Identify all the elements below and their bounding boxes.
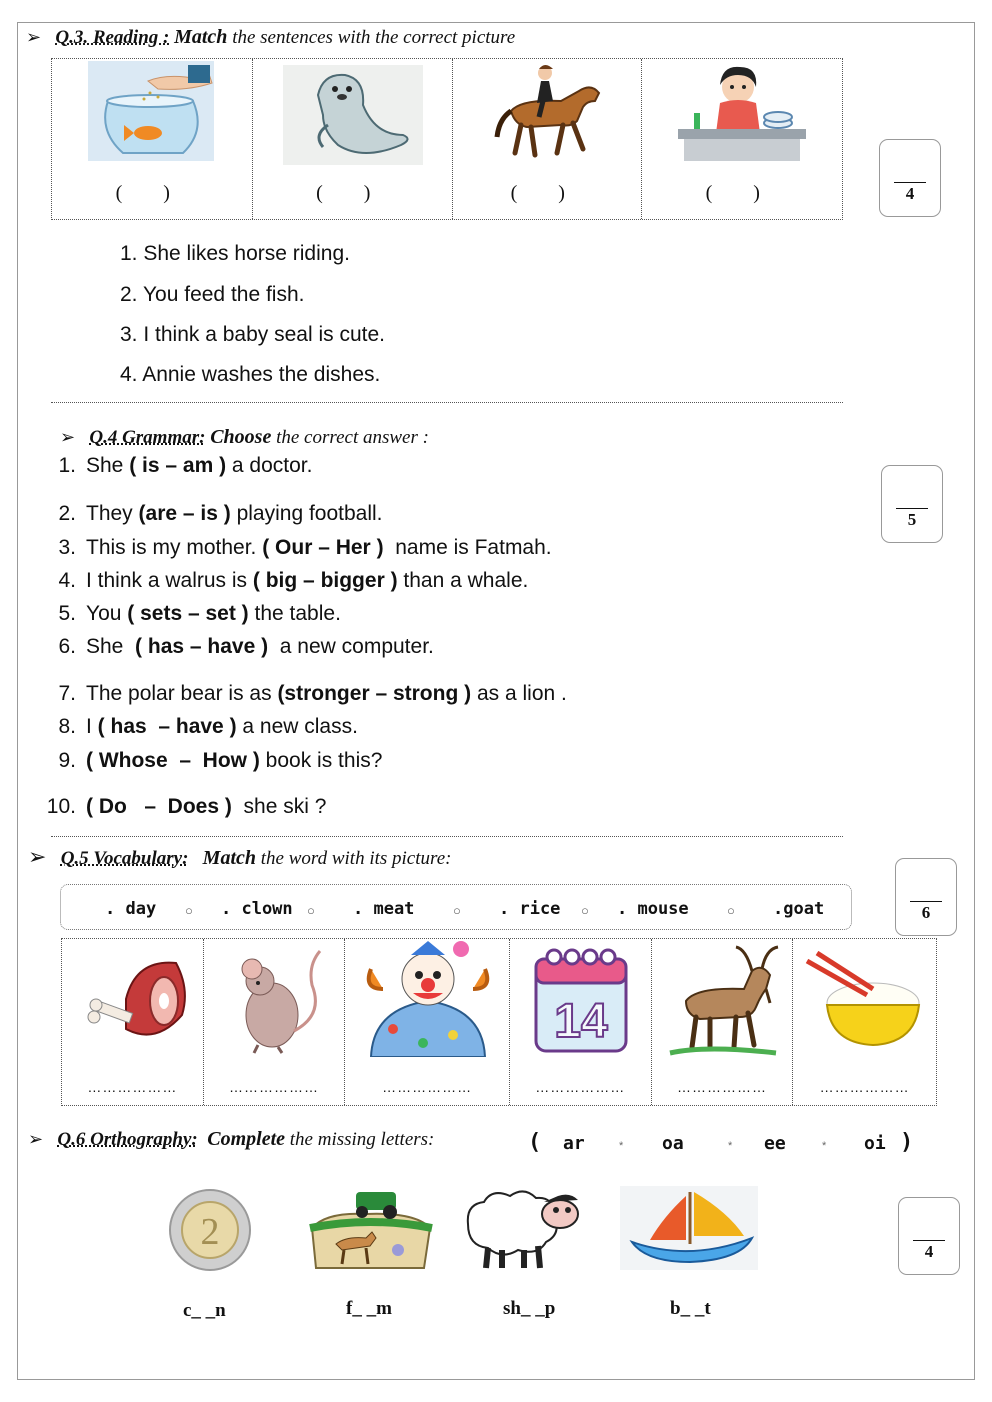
q4-item-number: 10.	[46, 795, 76, 818]
q4-item	[38, 569, 528, 593]
q3-instruction: the sentences with the correct picture	[232, 27, 516, 48]
farm-icon	[306, 1188, 434, 1272]
q4-item-number: 2.	[58, 502, 76, 525]
q4-item-number: 3.	[58, 536, 76, 559]
q5-answer-blank[interactable]: ………………	[382, 1079, 473, 1095]
q5-answer-blank[interactable]: ………………	[229, 1079, 319, 1095]
q3-score: 4	[905, 184, 915, 203]
q3-verb: Match	[174, 26, 228, 48]
q4-item-choices[interactable]: ( Whose – How )	[86, 749, 260, 772]
q4-item-choices[interactable]: ( sets – set )	[127, 602, 249, 625]
q4-verb: Choose	[210, 426, 272, 448]
girl-washing-dishes-icon	[678, 63, 806, 163]
calendar-icon	[532, 945, 630, 1053]
fish-bowl-icon	[88, 61, 214, 161]
q3-answer-paren[interactable]: ( )	[115, 182, 188, 204]
q5-number: Q.5 Vocabulary:	[60, 848, 189, 869]
q4-item-choices[interactable]: (are – is )	[138, 502, 231, 525]
q6-open-paren: (	[528, 1130, 542, 1155]
q6-word-farm: f_ _m	[346, 1298, 392, 1319]
coin-icon	[168, 1188, 252, 1272]
q4-instruction: the correct answer :	[276, 427, 429, 448]
q4-item	[38, 502, 383, 526]
word-day: . day	[105, 899, 157, 919]
q5-answer-blank[interactable]: ………………	[819, 1079, 910, 1095]
q5-verb: Match	[202, 847, 257, 869]
q4-item-text: I	[86, 715, 98, 738]
q3-sentence: 4. Annie washes the dishes.	[120, 363, 381, 386]
q5-cell-rice	[793, 939, 936, 1105]
separator-icon: *	[728, 1140, 733, 1152]
boat-icon	[620, 1186, 758, 1270]
q4-item-text: She	[86, 454, 130, 477]
seal-icon	[283, 65, 423, 165]
q4-item	[38, 602, 341, 626]
word-mouse: . mouse	[617, 899, 689, 919]
q4-item-choices[interactable]: ( big – bigger )	[252, 569, 398, 592]
q5-cell-clown	[345, 939, 510, 1105]
q4-item-text: She	[86, 635, 136, 658]
q4-item-choices[interactable]: ( is – am )	[129, 454, 227, 477]
q4-item-text: a new computer.	[268, 635, 434, 658]
q6-score: 4	[924, 1242, 934, 1261]
q6-score-box	[898, 1197, 960, 1275]
arrow-icon: ➢	[26, 27, 42, 47]
q4-item	[38, 715, 358, 739]
q5-answer-blank[interactable]: ………………	[87, 1079, 178, 1095]
q4-item	[38, 635, 434, 659]
q3-sentence: 3. I think a baby seal is cute.	[120, 323, 385, 346]
q5-cell-goat	[652, 939, 794, 1105]
q4-item	[38, 795, 326, 819]
q4-item-choices[interactable]: (stronger – strong )	[277, 682, 472, 705]
word-meat: . meat	[353, 899, 415, 919]
q5-picture-grid	[61, 938, 937, 1106]
q5-answer-blank[interactable]: ………………	[676, 1079, 767, 1095]
q4-item-number: 1.	[58, 454, 76, 477]
clown-icon	[353, 939, 503, 1057]
divider	[51, 402, 843, 403]
coin-value: 2	[200, 1211, 220, 1253]
q3-heading	[26, 26, 515, 49]
q3-sentence: 1. She likes horse riding.	[120, 242, 350, 265]
q4-item-text: playing football.	[230, 502, 383, 525]
q4-item-choices[interactable]: ( has – have )	[97, 715, 237, 738]
q6-word-boat: b_ _t	[670, 1298, 711, 1319]
q3-answer-paren[interactable]: ( )	[510, 182, 583, 204]
q5-score: 6	[921, 903, 931, 922]
q4-item-text: the table.	[248, 602, 341, 625]
separator-icon: *	[619, 1140, 624, 1152]
q4-item-text: They	[86, 502, 139, 525]
q3-cell-seal	[253, 59, 454, 219]
q6-heading	[28, 1128, 434, 1151]
sheep-icon	[458, 1184, 586, 1270]
q6-option: ee	[764, 1133, 786, 1154]
separator-icon: ○	[185, 903, 193, 918]
q6-number: Q.6 Orthography:	[57, 1129, 198, 1150]
q3-cell-dishes	[642, 59, 842, 219]
q4-item-choices[interactable]: ( Do – Does )	[86, 795, 232, 818]
q4-item-text: than a whale.	[397, 569, 529, 592]
q4-score-box	[881, 465, 943, 543]
separator-icon: *	[822, 1140, 827, 1152]
q4-item-text: You	[86, 602, 128, 625]
q4-item-text: This is my mother.	[86, 536, 263, 559]
q6-word-sheep: sh_ _p	[503, 1298, 556, 1319]
q4-number: Q.4 Grammar:	[89, 427, 206, 448]
arrow-icon: ➢	[28, 844, 47, 869]
q4-item-text: she ski ?	[231, 795, 327, 818]
goat-icon	[666, 941, 784, 1059]
meat-icon	[86, 949, 190, 1049]
separator-icon: ○	[307, 903, 315, 918]
word-clown: . clown	[221, 899, 293, 919]
q3-cell-horse	[453, 59, 642, 219]
q4-item	[38, 682, 567, 706]
q4-item-number: 8.	[58, 715, 76, 738]
q5-heading	[28, 844, 451, 870]
q6-option: ar	[563, 1133, 585, 1154]
q5-cell-mouse	[204, 939, 346, 1105]
q6-word-coin: c_ _n	[183, 1300, 226, 1321]
q6-close-paren: )	[900, 1130, 914, 1155]
q6-option: oa	[662, 1133, 684, 1154]
calendar-day-number: 14	[554, 995, 608, 1048]
q4-item-text: name is Fatmah.	[383, 536, 552, 559]
q4-heading	[60, 426, 429, 449]
q4-item-text: I think a walrus is	[86, 569, 253, 592]
q5-word-bank	[60, 884, 852, 930]
q4-item	[38, 454, 312, 478]
q4-item-text: a new class.	[236, 715, 358, 738]
q3-answer-paren[interactable]: ( )	[705, 182, 778, 204]
separator-icon: ○	[581, 903, 589, 918]
rice-bowl-icon	[803, 951, 927, 1051]
q3-sentence: 2. You feed the fish.	[120, 283, 305, 306]
arrow-icon: ➢	[60, 427, 76, 447]
word-rice: . rice	[499, 899, 561, 919]
q6-option: oi	[864, 1133, 886, 1154]
q4-item-number: 5.	[58, 602, 76, 625]
q4-item	[38, 536, 552, 560]
q4-item-number: 4.	[58, 569, 76, 592]
q4-item-text: a doctor.	[226, 454, 313, 477]
q5-cell-calendar	[510, 939, 652, 1105]
q4-item-number: 9.	[58, 749, 76, 772]
q5-cell-meat	[62, 939, 204, 1105]
arrow-icon: ➢	[28, 1129, 44, 1149]
q6-instruction: the missing letters:	[289, 1129, 435, 1150]
q3-cell-fish	[52, 59, 253, 219]
q4-score: 5	[907, 510, 917, 529]
q6-verb: Complete	[207, 1128, 286, 1150]
q5-score-box	[895, 858, 957, 936]
q3-number: Q.3. Reading :	[55, 27, 170, 48]
q5-instruction: the word with its picture:	[260, 848, 452, 869]
q4-item-text: as a lion .	[471, 682, 567, 705]
q4-item-choices[interactable]: ( has – have )	[135, 635, 269, 658]
q4-item-number: 6.	[58, 635, 76, 658]
word-goat: .goat	[773, 899, 825, 919]
q4-item-choices[interactable]: ( Our – Her )	[262, 536, 384, 559]
q4-item-number: 7.	[58, 682, 76, 705]
q3-picture-grid	[51, 58, 843, 220]
mouse-icon	[228, 945, 332, 1055]
separator-icon: ○	[453, 903, 461, 918]
q3-answer-paren[interactable]: ( )	[316, 182, 389, 204]
q3-score-box	[879, 139, 941, 217]
q4-item	[38, 749, 382, 773]
q4-item-text: The polar bear is as	[86, 682, 278, 705]
q5-answer-blank[interactable]: ………………	[535, 1079, 626, 1095]
separator-icon: ○	[727, 903, 735, 918]
q4-item-text: book is this?	[259, 749, 383, 772]
divider	[51, 836, 843, 837]
horse-rider-icon	[491, 61, 606, 159]
